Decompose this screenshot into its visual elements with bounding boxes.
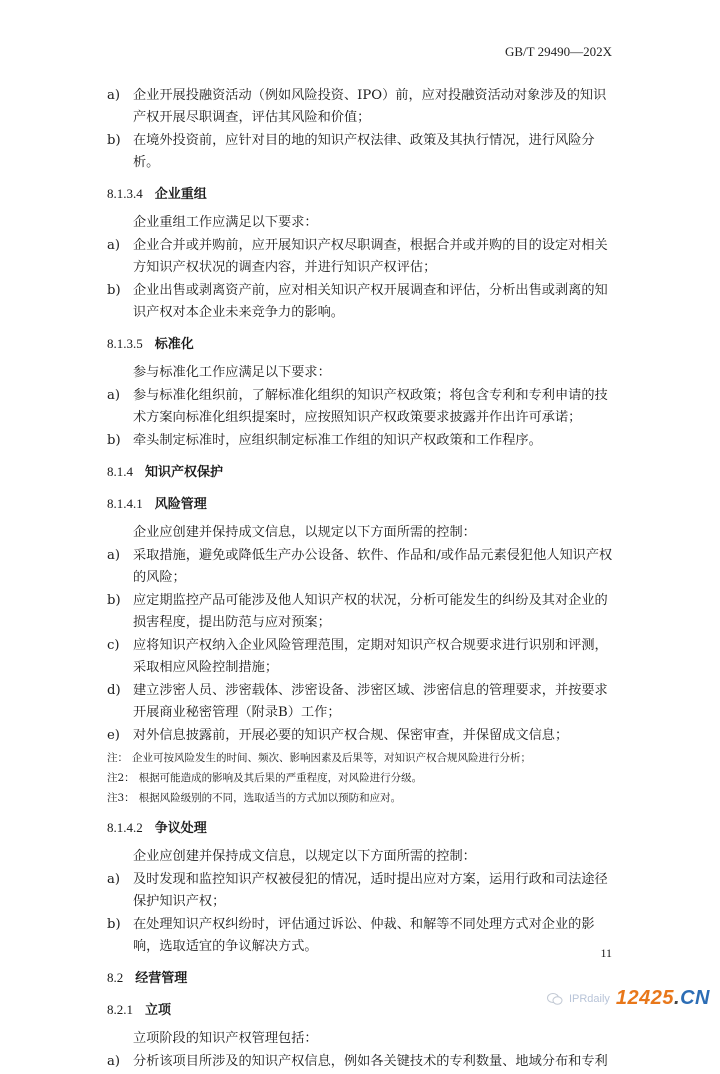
list-item-text: 对外信息披露前，开展必要的知识产权合规、保密审查，并保留成文信息； bbox=[133, 728, 569, 743]
list-item-text: 及时发现和监控知识产权被侵犯的情况，适时提出应对方案，运用行政和司法途径保护知识产权； bbox=[133, 872, 608, 909]
section-title: 企业重组 bbox=[154, 187, 207, 202]
wechat-icon bbox=[547, 992, 563, 1006]
list-marker: a) bbox=[107, 388, 121, 403]
list-marker: c) bbox=[107, 638, 120, 653]
list-item-text: 企业开展投融资活动（例如风险投资、IPO）前，应对投融资活动对象涉及的知识产权开展尽职调查，评估其风险和价值； bbox=[133, 88, 607, 125]
paragraph: 立项阶段的知识产权管理包括： bbox=[133, 1031, 318, 1046]
paragraph: 企业重组工作应满足以下要求： bbox=[133, 215, 318, 230]
section-title: 经营管理 bbox=[135, 971, 188, 986]
paragraph: 企业应创建并保持成文信息，以规定以下方面所需的控制： bbox=[133, 525, 476, 540]
note-label: 注： bbox=[107, 752, 128, 764]
section-number: 8.1.3.5 bbox=[107, 336, 143, 351]
section-number: 8.2.1 bbox=[107, 1002, 133, 1017]
list-marker: a) bbox=[107, 88, 121, 103]
list-item bbox=[107, 635, 613, 679]
list-marker: b) bbox=[107, 283, 121, 298]
list-marker: a) bbox=[107, 548, 121, 563]
note-text: 根据可能造成的影响及其后果的严重程度，对风险进行分级。 bbox=[138, 772, 423, 784]
list-item bbox=[107, 869, 613, 913]
note bbox=[107, 748, 613, 768]
section-heading bbox=[107, 967, 613, 990]
watermark bbox=[547, 987, 710, 1010]
section-number: 8.1.4 bbox=[107, 464, 133, 479]
section-title: 立项 bbox=[145, 1003, 172, 1018]
list-item-text: 企业出售或剥离资产前，应对相关知识产权开展调查和评估，分析出售或剥离的知识产权对本企业未来竞争力的影响。 bbox=[133, 283, 608, 320]
note-label: 注3： bbox=[107, 792, 135, 804]
list-item bbox=[107, 280, 613, 324]
list-item bbox=[107, 1051, 613, 1073]
section-heading bbox=[107, 333, 613, 356]
list-item-text: 应定期监控产品可能涉及他人知识产权的状况，分析可能发生的纠纷及其对企业的损害程度，提出防范与应对预案； bbox=[133, 593, 608, 630]
list-item-text: 参与标准化组织前，了解标准化组织的知识产权政策；将包含专利和专利申请的技术方案向标准化组织提案时，应按照知识产权政策要求披露并作出许可承诺； bbox=[133, 388, 608, 425]
list-item bbox=[107, 545, 613, 589]
section-heading bbox=[107, 183, 613, 206]
section-number: 8.1.4.1 bbox=[107, 496, 143, 511]
section-heading bbox=[107, 817, 613, 840]
list-item bbox=[107, 725, 613, 747]
list-item bbox=[107, 130, 613, 174]
watermark-faint-text: IPRdaily bbox=[568, 992, 610, 1005]
note-text: 根据风险级别的不同，选取适当的方式加以预防和应对。 bbox=[138, 792, 402, 804]
note-label: 注2： bbox=[107, 772, 135, 784]
list-marker: b) bbox=[107, 133, 121, 148]
section-title: 标准化 bbox=[154, 337, 194, 352]
note bbox=[107, 768, 613, 788]
section-heading bbox=[107, 461, 613, 484]
list-marker: b) bbox=[107, 917, 121, 932]
list-item-text: 在境外投资前，应针对目的地的知识产权法律、政策及其执行情况，进行风险分析。 bbox=[133, 133, 595, 170]
section-number: 8.1.4.2 bbox=[107, 820, 143, 835]
site-logo: 12425.CN bbox=[615, 987, 710, 1009]
list-marker: a) bbox=[107, 872, 121, 887]
list-item bbox=[107, 680, 613, 724]
list-item-text: 企业合并或并购前，应开展知识产权尽职调查，根据合并或并购的目的设定对相关方知识产权状况的调查内容，并进行知识产权评估； bbox=[133, 238, 608, 275]
list-marker: a) bbox=[107, 238, 121, 253]
document-body bbox=[107, 84, 613, 1074]
section-title: 知识产权保护 bbox=[145, 465, 224, 480]
page-number: 11 bbox=[600, 946, 612, 960]
section-title: 争议处理 bbox=[154, 821, 207, 836]
list-marker: b) bbox=[107, 593, 121, 608]
list-item bbox=[107, 85, 613, 129]
paragraph: 参与标准化工作应满足以下要求： bbox=[133, 365, 331, 380]
list-item bbox=[107, 590, 613, 634]
section-number: 8.1.3.4 bbox=[107, 186, 143, 201]
section-heading bbox=[107, 999, 613, 1022]
list-item-text: 牵头制定标准时，应组织制定标准工作组的知识产权政策和工作程序。 bbox=[133, 433, 542, 448]
list-item-text: 建立涉密人员、涉密载体、涉密设备、涉密区域、涉密信息的管理要求，并按要求开展商业秘密管理（附录B）工作； bbox=[133, 683, 608, 720]
section-heading bbox=[107, 493, 613, 516]
list-item-text: 应将知识产权纳入企业风险管理范围，定期对知识产权合规要求进行识别和评测，采取相应风险控制措施； bbox=[133, 638, 608, 675]
standard-code: GB/T 29490—202X bbox=[504, 44, 612, 59]
list-marker: e) bbox=[107, 728, 120, 743]
note bbox=[107, 788, 613, 808]
list-marker: a) bbox=[107, 1054, 121, 1069]
list-item-text: 在处理知识产权纠纷时，评估通过诉讼、仲裁、和解等不同处理方式对企业的影响，选取适宜的争议解决方式。 bbox=[133, 917, 595, 954]
section-number: 8.2 bbox=[107, 970, 124, 985]
section-title: 风险管理 bbox=[154, 497, 207, 512]
list-item bbox=[107, 385, 613, 429]
list-item bbox=[107, 430, 613, 452]
note-text: 企业可按风险发生的时间、频次、影响因素及后果等，对知识产权合规风险进行分析； bbox=[132, 752, 531, 764]
list-marker: b) bbox=[107, 433, 121, 448]
list-item-text: 分析该项目所涉及的知识产权信息，例如各关键技术的专利数量、地域分布和专利 bbox=[133, 1054, 608, 1069]
list-item bbox=[107, 914, 613, 958]
list-item bbox=[107, 235, 613, 279]
paragraph: 企业应创建并保持成文信息，以规定以下方面所需的控制： bbox=[133, 849, 476, 864]
list-item-text: 采取措施，避免或降低生产办公设备、软件、作品和/或作品元素侵犯他人知识产权的风险； bbox=[133, 548, 613, 585]
list-marker: d) bbox=[107, 683, 121, 698]
